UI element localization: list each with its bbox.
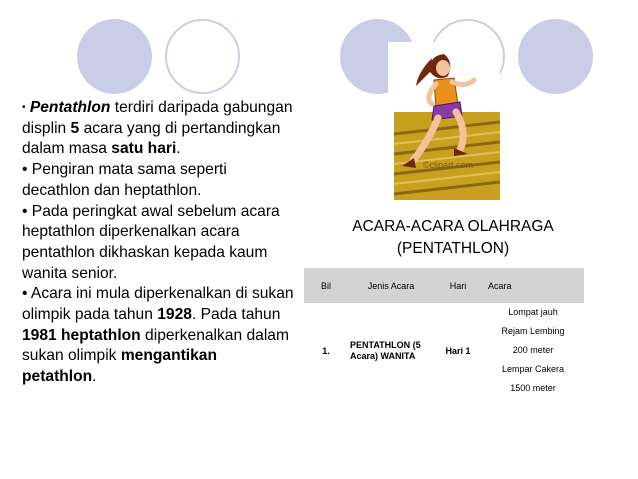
paragraph-pentathlon: • Pentathlon terdiri daripada gabungan displin 5 acara yang di pertandingkan dalam masa satu hari.: [22, 99, 293, 158]
acara-item: Rejam Lembing: [501, 326, 565, 336]
left-text-block: [22, 98, 294, 388]
decor-circle-2: [165, 19, 240, 94]
cell-hari: Hari 1: [445, 345, 471, 356]
runner-clipart-image: [388, 42, 500, 200]
header-bil: Bil: [320, 280, 331, 291]
acara-item: 1500 meter: [510, 383, 556, 393]
clipart-watermark: ©clipart.com: [422, 160, 474, 170]
decor-circle-5: [518, 19, 593, 94]
page-title: [318, 216, 588, 260]
acara-item: Lempar Cakera: [501, 364, 565, 374]
header-jenis-acara: Jenis Acara: [367, 280, 415, 291]
cell-acara-list: [482, 303, 584, 398]
decor-circle-1: [77, 19, 152, 94]
paragraph-olympic: • Acara ini mula diperkenalkan di sukan olimpik pada tahun 1928. Pada tahun 1981 heptathlon diperkenalkan dalam sukan olimpik mengantikan petathlon.: [22, 285, 294, 386]
title-line-2: (PENTATHLON): [396, 240, 510, 257]
pentathlon-table: [304, 268, 584, 398]
title-line-1: ACARA-ACARA OLAHRAGA: [352, 218, 554, 235]
header-hari: Hari: [449, 280, 467, 291]
table-row: [304, 303, 584, 398]
table-header-row: [304, 268, 584, 303]
header-acara: Acara: [488, 280, 512, 291]
cell-jenis-acara: PENTATHLON (5 Acara) WANITA: [350, 339, 421, 361]
paragraph-history: • Pada peringkat awal sebelum acara heptathlon diperkenalkan acara pentathlon dikhaskan kepada kaum wanita senior.: [22, 202, 280, 282]
cell-bil: 1.: [322, 345, 330, 356]
acara-item: 200 meter: [512, 345, 554, 355]
acara-item: Lompat jauh: [508, 307, 558, 317]
paragraph-scoring: • Pengiran mata sama seperti decathlon dan heptathlon.: [22, 161, 227, 199]
